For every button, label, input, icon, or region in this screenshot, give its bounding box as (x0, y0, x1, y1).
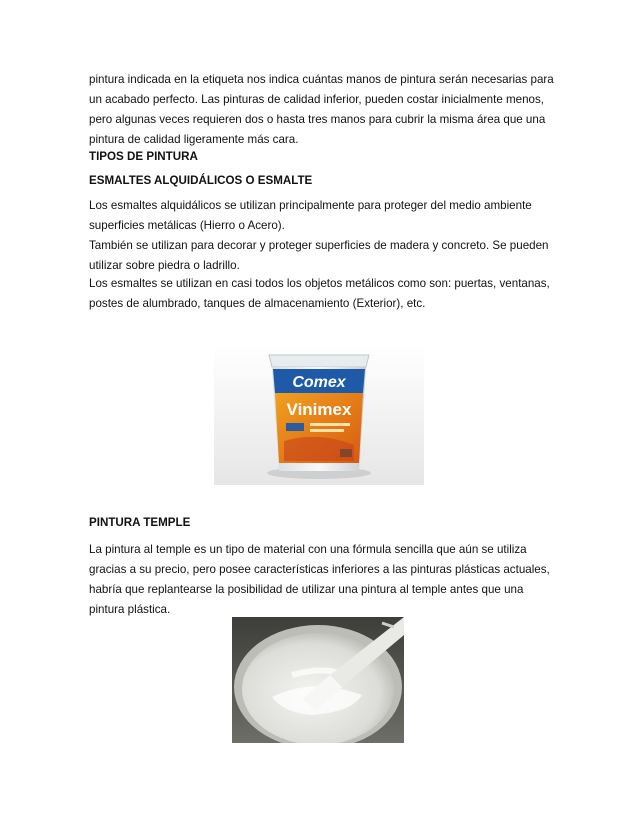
intro-paragraph (89, 70, 559, 150)
paint-can-image (214, 345, 424, 485)
text-line: pintura de calidad ligeramente más cara. (89, 133, 299, 146)
heading-esmaltes: ESMALTES ALQUIDÁLICOS O ESMALTE (89, 174, 313, 187)
white-paint-bucket-image (232, 617, 404, 743)
text-line: un acabado perfecto. Las pinturas de calidad inferior, pueden costar inicialmente menos, (89, 93, 545, 106)
text-line: pero algunas veces requieren dos o hasta tres manos para cubrir la misma área que una (89, 113, 546, 126)
text-line: superficies metálicas (Hierro o Acero). (89, 219, 285, 232)
uses-paragraph (89, 274, 559, 314)
text-line: habría que replantearse la posibilidad de utilizar una pintura al temple antes que una (89, 583, 524, 596)
text-line: También se utilizan para decorar y proteger superficies de madera y concreto. Se pueden (89, 239, 549, 252)
heading-tipos-de-pintura: TIPOS DE PINTURA (89, 150, 198, 163)
text-line: Los esmaltes se utilizan en casi todos los objetos metálicos como son: puertas, ventanas, (89, 277, 550, 290)
brand-label: Comex (292, 374, 346, 391)
esmaltes-paragraph (89, 196, 559, 276)
text-line: Los esmaltes alquidálicos se utilizan principalmente para proteger del medio ambiente (89, 199, 532, 212)
text-line: La pintura al temple es un tipo de material con una fórmula sencilla que aún se utiliza (89, 543, 527, 556)
temple-paragraph (89, 540, 559, 620)
text-line: gracias a su precio, pero posee características inferiores a las pinturas plásticas actuales, (89, 563, 550, 576)
text-line: postes de alumbrado, tanques de almacenamiento (Exterior), etc. (89, 297, 426, 310)
product-label: Vinimex (286, 400, 352, 419)
heading-pintura-temple: PINTURA TEMPLE (89, 516, 191, 529)
text-line: pintura indicada en la etiqueta nos indica cuántas manos de pintura serán necesarias para (89, 73, 554, 86)
text-line: pintura plástica. (89, 603, 171, 616)
text-line: utilizar sobre piedra o ladrillo. (89, 259, 240, 272)
